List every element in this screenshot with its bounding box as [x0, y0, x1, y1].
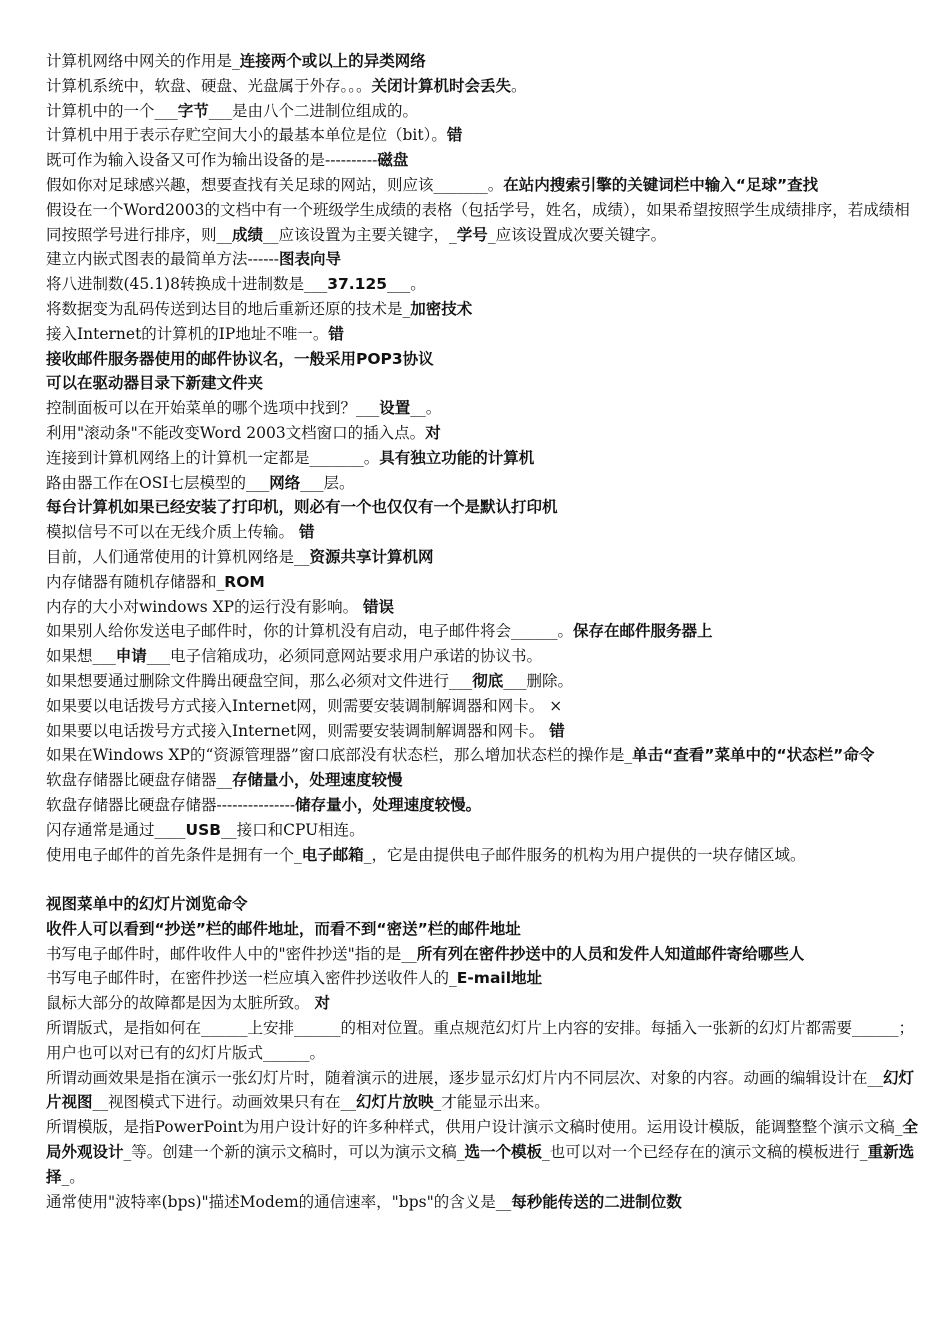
- question-line: [46, 793, 921, 818]
- question-line: [46, 1016, 921, 1066]
- answer-text: 选一个模板: [464, 1143, 543, 1162]
- question-text: ___是由八个二进制位组成的。: [208, 101, 419, 120]
- answer-text: 接收邮件服务器使用的邮件协议名，一般采用POP3协议: [46, 349, 434, 368]
- question-text: __应该设置为主要关键字，_: [263, 225, 457, 244]
- question-text: 假设在一个Word2003的文档中有一个班级学生成绩的表格（包括学号，姓名，成绩），如果希望按照学生成绩排序，若成绩相同按照学号进行排序，则__: [46, 200, 910, 244]
- question-text: 既可作为输入设备又可作为输出设备的是----------: [46, 151, 378, 170]
- answer-text: 成绩: [232, 225, 264, 244]
- answer-text: 网络: [269, 473, 301, 492]
- answer-text: 收件人可以看到“抄送”栏的邮件地址，而看不到“密送”栏的邮件地址: [46, 919, 521, 938]
- answer-text: 申请: [115, 647, 147, 666]
- answer-text: 资源共享计算机网: [309, 547, 434, 566]
- question-text: 鼠标大部分的故障都是因为太脏所致。: [46, 994, 315, 1013]
- question-line: [46, 520, 921, 545]
- question-text: _应该设置成次要关键字。: [487, 225, 667, 244]
- question-line: [46, 818, 921, 843]
- question-text: 目前，人们通常使用的计算机网络是__: [46, 547, 310, 566]
- answer-text: E-mail地址: [456, 969, 543, 988]
- blank-line: [46, 867, 921, 892]
- question-line: [46, 619, 921, 644]
- question-text: 利用"滚动条"不能改变Word 2003文档窗口的插入点。: [46, 423, 426, 442]
- answer-text: 关闭计算机时会丢失: [371, 76, 512, 95]
- question-text: 内存的大小对windows XP的运行没有影响。: [46, 597, 364, 616]
- answer-text: 对: [425, 423, 441, 442]
- question-text: 连接到计算机网络上的计算机一定都是_______。: [46, 448, 380, 467]
- question-text: __视图模式下进行。动画效果只有在__: [92, 1093, 357, 1112]
- question-line: [46, 768, 921, 793]
- answer-text: 错: [446, 126, 463, 145]
- question-line: [46, 545, 921, 570]
- question-text: 计算机系统中，软盘、硬盘、光盘属于外存。。。: [46, 76, 372, 95]
- question-text: 内存储器有随机存储器和_: [46, 572, 225, 591]
- question-text: 接入Internet的计算机的IP地址不唯一。: [46, 324, 329, 343]
- answer-text: 错: [549, 721, 565, 740]
- answer-text: 在站内搜索引擎的关键词栏中输入“足球”查找: [503, 175, 819, 194]
- answer-text: 错: [298, 523, 315, 542]
- question-line: [46, 371, 921, 396]
- question-text: 假如你对足球感兴趣，想要查找有关足球的网站，则应该_______。: [46, 175, 504, 194]
- question-text: ___电子信箱成功，必须同意网站要求用户承诺的协议书。: [146, 647, 543, 666]
- question-line: [46, 892, 921, 917]
- question-line: [46, 719, 921, 744]
- question-text: 计算机网络中网关的作用是_: [46, 52, 240, 70]
- answer-text: 彻底: [472, 671, 504, 690]
- question-text: __。: [410, 399, 442, 418]
- answer-text: 连接两个或以上的异类网络: [239, 52, 426, 70]
- answer-text: ROM: [224, 572, 265, 591]
- answer-text: 图表向导: [278, 250, 341, 269]
- answer-text: 全局外观设计: [46, 1118, 919, 1162]
- question-line: [46, 198, 921, 248]
- question-line: [46, 297, 921, 322]
- question-line: [46, 272, 921, 297]
- answer-text: 幻灯片视图: [46, 1068, 915, 1112]
- question-line: [46, 694, 921, 719]
- answer-text: 每秒能传送的二进制位数: [511, 1192, 682, 1211]
- question-text: 如果别人给你发送电子邮件时，你的计算机没有启动，电子邮件将会______。: [46, 622, 574, 641]
- question-line: [46, 148, 921, 173]
- question-text: 软盘存储器比硬盘存储器__: [46, 771, 233, 790]
- question-text: _，它是由提供电子邮件服务的机构为用户提供的一块存储区域。: [363, 845, 806, 864]
- question-text: 所谓动画效果是指在演示一张幻灯片时，随着演示的进展，逐步显示幻灯片内不同层次、对象的内容。动画的编辑设计在__: [46, 1068, 884, 1087]
- question-line: [46, 917, 921, 942]
- answer-text: 视图菜单中的幻灯片浏览命令: [46, 895, 248, 914]
- question-text: _等。创建一个新的演示文稿时，可以为演示文稿_: [123, 1143, 465, 1162]
- question-line: [46, 173, 921, 198]
- answer-text: 可以在驱动器目录下新建文件夹: [46, 374, 264, 393]
- question-line: [46, 347, 921, 372]
- question-text: 使用电子邮件的首先条件是拥有一个_: [46, 845, 302, 864]
- question-line: [46, 942, 921, 967]
- answer-text: 每台计算机如果已经安装了打印机，则必有一个也仅仅有一个是默认打印机: [46, 498, 558, 517]
- question-text: 如果想___: [46, 647, 116, 666]
- question-line: [46, 595, 921, 620]
- answer-text: 错误: [363, 597, 395, 616]
- answer-text: 存储量小，处理速度较慢: [232, 771, 403, 790]
- question-line: [46, 1066, 921, 1116]
- answer-text: 对: [314, 994, 330, 1013]
- question-text: 控制面板可以在开始菜单的哪个选项中找到？___: [46, 399, 380, 418]
- question-line: [46, 991, 921, 1016]
- answer-text: 字节: [177, 101, 209, 120]
- question-text: 如果想要通过删除文件腾出硬盘空间，那么必须对文件进行___: [46, 671, 473, 690]
- answer-text: USB: [185, 820, 222, 839]
- question-text: 软盘存储器比硬盘存储器---------------: [46, 795, 296, 814]
- question-line: [46, 570, 921, 595]
- question-text: 计算机中用于表示存贮空间大小的最基本单位是位（bit）。: [46, 126, 447, 145]
- question-text: 书写电子邮件时，邮件收件人中的"密件抄送"指的是__: [46, 944, 417, 963]
- answer-text: 37.125: [327, 275, 388, 294]
- question-text: ___。: [387, 275, 426, 294]
- question-text: 将数据变为乱码传送到达目的地后重新还原的技术是_: [46, 299, 411, 318]
- question-line: [46, 74, 921, 99]
- question-text: 书写电子邮件时，在密件抄送一栏应填入密件抄送收件人的_: [46, 969, 457, 988]
- answer-text: 加密技术: [410, 299, 473, 318]
- question-text: 模拟信号不可以在无线介质上传输。: [46, 523, 299, 542]
- answer-text: 幻灯片放映: [356, 1093, 434, 1112]
- question-line: [46, 843, 921, 868]
- question-text: ___层。: [300, 473, 355, 492]
- answer-text: 磁盘: [377, 151, 409, 170]
- answer-text: 学号: [456, 225, 488, 244]
- answer-text: 具有独立功能的计算机: [379, 448, 535, 467]
- answer-text: 设置: [379, 399, 411, 418]
- question-text: 如果要以电话拨号方式接入Internet网，则需要安装调制解调器和网卡。: [46, 721, 550, 740]
- question-line: [46, 1190, 921, 1215]
- question-line: [46, 966, 921, 991]
- question-text: 计算机中的一个___: [46, 101, 178, 120]
- question-line: [46, 247, 921, 272]
- question-line: [46, 644, 921, 669]
- document-body: [46, 49, 921, 1214]
- question-line: [46, 471, 921, 496]
- question-text: _才能显示出来。: [433, 1093, 550, 1112]
- question-text: _。: [61, 1167, 85, 1186]
- question-text: 如果在Windows XP的“资源管理器”窗口底部没有状态栏，那么增加状态栏的操作是_: [46, 746, 633, 765]
- question-line: [46, 669, 921, 694]
- question-line: [46, 322, 921, 347]
- question-text: 建立内嵌式图表的最简单方法------: [46, 250, 279, 269]
- answer-text: 单击“查看”菜单中的“状态栏”命令: [632, 746, 875, 765]
- question-text: _也可以对一个已经存在的演示文稿的模板进行_: [542, 1143, 868, 1162]
- answer-text: 电子邮箱: [301, 845, 364, 864]
- question-line: [46, 421, 921, 446]
- answer-text: 错: [328, 324, 344, 343]
- answer-text: 储存量小，处理速度较慢。: [295, 795, 482, 814]
- question-line: [46, 1115, 921, 1189]
- question-line: [46, 396, 921, 421]
- question-text: 所谓模版，是指PowerPoint为用户设计好的许多种样式，供用户设计演示文稿时使用。运用设计模版，能调整整个演示文稿_: [46, 1118, 903, 1137]
- question-text: 所谓版式，是指如何在______上安排______的相对位置。重点规范幻灯片上内容的安排。每插入一张新的幻灯片都需要______；用户也可以对已有的幻灯片版式______。: [46, 1019, 915, 1062]
- question-text: 通常使用"波特率(bps)"描述Modem的通信速率，"bps"的含义是__: [46, 1192, 512, 1211]
- answer-text: 重新选择: [46, 1143, 915, 1186]
- question-line: [46, 99, 921, 124]
- question-line: [46, 49, 921, 74]
- question-text: ___删除。: [503, 671, 574, 690]
- question-line: [46, 123, 921, 148]
- question-text: 将八进制数(45.1)8转换成十进制数是___: [46, 275, 328, 294]
- question-line: [46, 743, 921, 768]
- question-text: 路由器工作在OSI七层模型的___: [46, 473, 270, 492]
- answer-text: 保存在邮件服务器上: [573, 622, 713, 641]
- question-text: 如果要以电话拨号方式接入Internet网，则需要安装调制解调器和网卡。 ×: [46, 696, 563, 715]
- question-line: [46, 495, 921, 520]
- question-text: 。: [511, 76, 527, 95]
- question-text: 闪存通常是通过____: [46, 820, 186, 839]
- question-text: __接口和CPU相连。: [221, 820, 365, 839]
- answer-text: 所有列在密件抄送中的人员和发件人知道邮件寄给哪些人: [416, 944, 805, 963]
- question-line: [46, 446, 921, 471]
